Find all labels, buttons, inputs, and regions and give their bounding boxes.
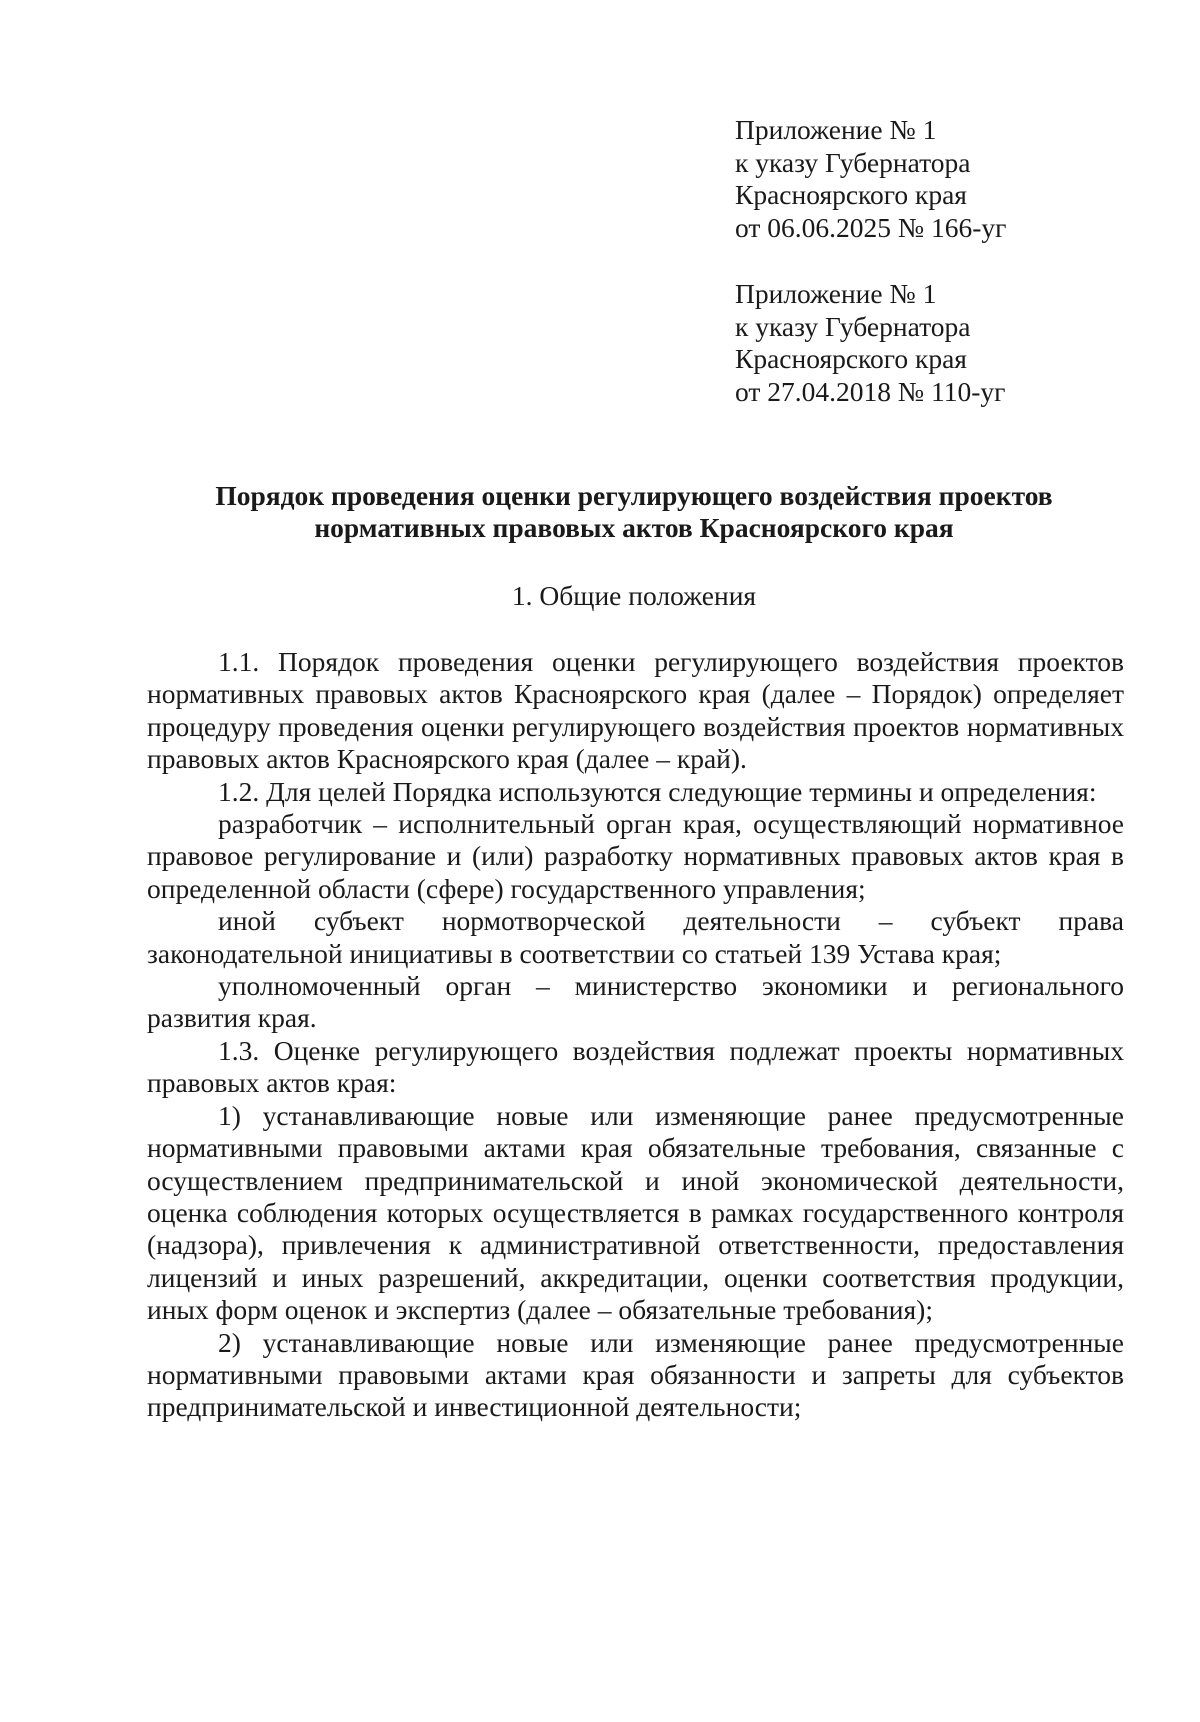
paragraph-1-3: 1.3. Оценке регулирующего воздействия подлежат проекты нормативных правовых актов края:	[147, 1034, 1124, 1099]
list-item-1: 1) устанавливающие новые или изменяющие ранее предусмотренные нормативными правовыми актами края обязательные требования, связанные с осуществлением предпринимательской и иной экономической деятельности, оценка соблюдения которых осуществляется в рамках государственного контроля (надзора), привлечения к административной ответственности, предоставления лицензий и иных разрешений, аккредитации, оценки соответствия продукции, иных форм оценок и экспертиз (далее – обязательные требования);	[147, 1099, 1124, 1326]
appendix-line: к указу Губернатора	[735, 146, 971, 178]
appendix-line: к указу Губернатора	[735, 310, 971, 342]
title-line: Порядок проведения оценки регулирующего воздействия проектов	[215, 480, 1053, 511]
list-item-2: 2) устанавливающие новые или изменяющие ранее предусмотренные нормативными правовыми актами края обязанности и запреты для субъектов предпринимательской и инвестиционной деятельности;	[147, 1326, 1124, 1423]
paragraph-1-1: 1.1. Порядок проведения оценки регулирующего воздействия проектов нормативных правовых актов Красноярского края (далее – Порядок) определяет процедуру проведения оценки регулирующего воздействия проектов нормативных правовых актов Красноярского края (далее – край).	[147, 646, 1124, 775]
section-heading: 1. Общие положения	[511, 580, 757, 611]
definition-developer: разработчик – исполнительный орган края, осуществляющий нормативное правовое регулирование и (или) разработку нормативных правовых актов края в определенной области (сфере) государственного управления;	[147, 808, 1124, 904]
appendix-stamp-current	[735, 114, 1006, 244]
appendix-line: Красноярского края	[735, 343, 967, 374]
definition-other-subject: иной субъект нормотворческой деятельности – субъект права законодательной инициативы в соответствии со статьей 139 Устава края;	[147, 905, 1124, 969]
paragraph-1-2: 1.2. Для целей Порядка используются следующие термины и определения:	[218, 775, 1097, 807]
appendix-stamp-original	[735, 278, 1005, 408]
appendix-line: Красноярского края	[735, 179, 967, 210]
document-body	[147, 646, 1124, 1424]
document-title	[140, 480, 1128, 544]
appendix-line: Приложение № 1	[735, 114, 937, 145]
definition-authorized-body: уполномоченный орган – министерство экономики и регионального развития края.	[147, 970, 1124, 1034]
appendix-line: от 06.06.2025 № 166-уг	[735, 211, 1007, 243]
title-line: нормативных правовых актов Красноярского края	[314, 512, 954, 543]
appendix-line: от 27.04.2018 № 110-уг	[735, 375, 1006, 407]
appendix-line: Приложение № 1	[735, 278, 937, 309]
